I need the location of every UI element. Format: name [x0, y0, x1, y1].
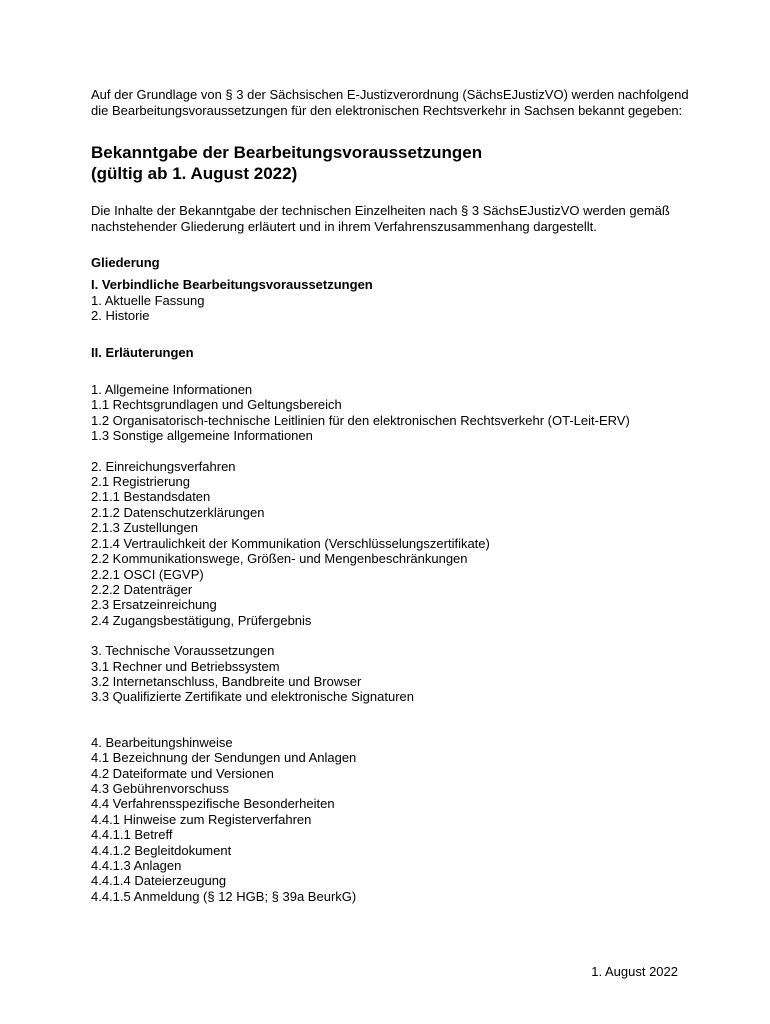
list-item: 2.4 Zugangsbestätigung, Prüfergebnis — [91, 612, 312, 628]
list-item: 2.3 Ersatzeinreichung — [91, 597, 217, 613]
list-item: 3.1 Rechner und Betriebssystem — [91, 658, 280, 674]
list-item: 4.4.1.4 Dateierzeugung — [91, 873, 227, 889]
list-item: 1.1 Rechtsgrundlagen und Geltungsbereich — [91, 397, 342, 413]
document-page — [91, 87, 691, 904]
list-item: 4.4.1.3 Anlagen — [91, 858, 182, 873]
outline-section-1 — [91, 382, 691, 444]
list-item: 2.1.2 Datenschutzerklärungen — [91, 504, 265, 520]
list-item: 3.3 Qualifizierte Zertifikate und elektronische Signaturen — [91, 689, 415, 705]
list-item: 4.4.1 Hinweise zum Registerverfahren — [91, 811, 312, 827]
description-paragraph: Die Inhalte der Bekanntgabe der technischen Einzelheiten nach § 3 SächsEJustizVO werden gemäß nachstehender Gliederung erläutert und in ihrem Verfahrenszusammenhang dargestellt. — [91, 203, 670, 234]
list-item: 1.2 Organisatorisch-technische Leitlinien für den elektronischen Rechtsverkehr (OT-Leit-ERV) — [91, 412, 630, 428]
list-item: 4. Bearbeitungshinweise — [91, 734, 233, 750]
list-item: 1.3 Sonstige allgemeine Informationen — [91, 428, 313, 444]
list-item: 2. Historie — [91, 308, 150, 324]
outline-part-1 — [91, 277, 691, 323]
list-item: 2.2.2 Datenträger — [91, 581, 193, 597]
intro-paragraph: Auf der Grundlage von § 3 der Sächsischen E-Justizverordnung (SächsEJustizVO) werden nachfolgend die Bearbeitungsvoraussetzungen für den elektronischen Rechtsverkehr in Sachsen bekannt gegeben: — [91, 87, 689, 118]
list-item: 4.4.1.1 Betreff — [91, 827, 173, 843]
outline-section-2 — [91, 459, 691, 628]
footer-date: 1. August 2022 — [591, 964, 678, 979]
list-item: 4.4.1.2 Begleitdokument — [91, 842, 232, 858]
list-item: 2.1.1 Bestandsdaten — [91, 489, 211, 505]
list-item: 4.4.1.5 Anmeldung (§ 12 HGB; § 39a BeurkG) — [91, 888, 357, 904]
list-item: 2.2 Kommunikationswege, Größen- und Mengenbeschränkungen — [91, 551, 468, 567]
list-item: 2.1.4 Vertraulichkeit der Kommunikation (Verschlüsselungszertifikate) — [91, 535, 490, 551]
list-item: 2.2.1 OSCI (EGVP) — [91, 566, 204, 582]
part-1-heading: I. Verbindliche Bearbeitungsvoraussetzungen — [91, 277, 373, 293]
title-line-2: (gültig ab 1. August 2022) — [91, 164, 298, 183]
outline-heading: Gliederung — [91, 255, 160, 270]
list-item: 1. Allgemeine Informationen — [91, 382, 253, 398]
list-item: 3.2 Internetanschluss, Bandbreite und Browser — [91, 673, 362, 689]
list-item: 3. Technische Voraussetzungen — [91, 643, 275, 659]
list-item: 4.3 Gebührenvorschuss — [91, 780, 230, 796]
list-item: 2. Einreichungsverfahren — [91, 458, 236, 474]
title-line-1: Bekanntgabe der Bearbeitungsvoraussetzungen — [91, 143, 483, 162]
outline-section-4 — [91, 735, 691, 904]
outline-section-3 — [91, 643, 691, 705]
list-item: 4.1 Bezeichnung der Sendungen und Anlagen — [91, 750, 357, 766]
list-item: 2.1 Registrierung — [91, 474, 190, 490]
list-item: 2.1.3 Zustellungen — [91, 520, 198, 536]
document-title — [91, 142, 691, 184]
list-item: 4.4 Verfahrensspezifische Besonderheiten — [91, 796, 335, 812]
list-item: 4.2 Dateiformate und Versionen — [91, 765, 274, 781]
list-item: 1. Aktuelle Fassung — [91, 292, 205, 308]
part-2-heading: II. Erläuterungen — [91, 344, 194, 360]
